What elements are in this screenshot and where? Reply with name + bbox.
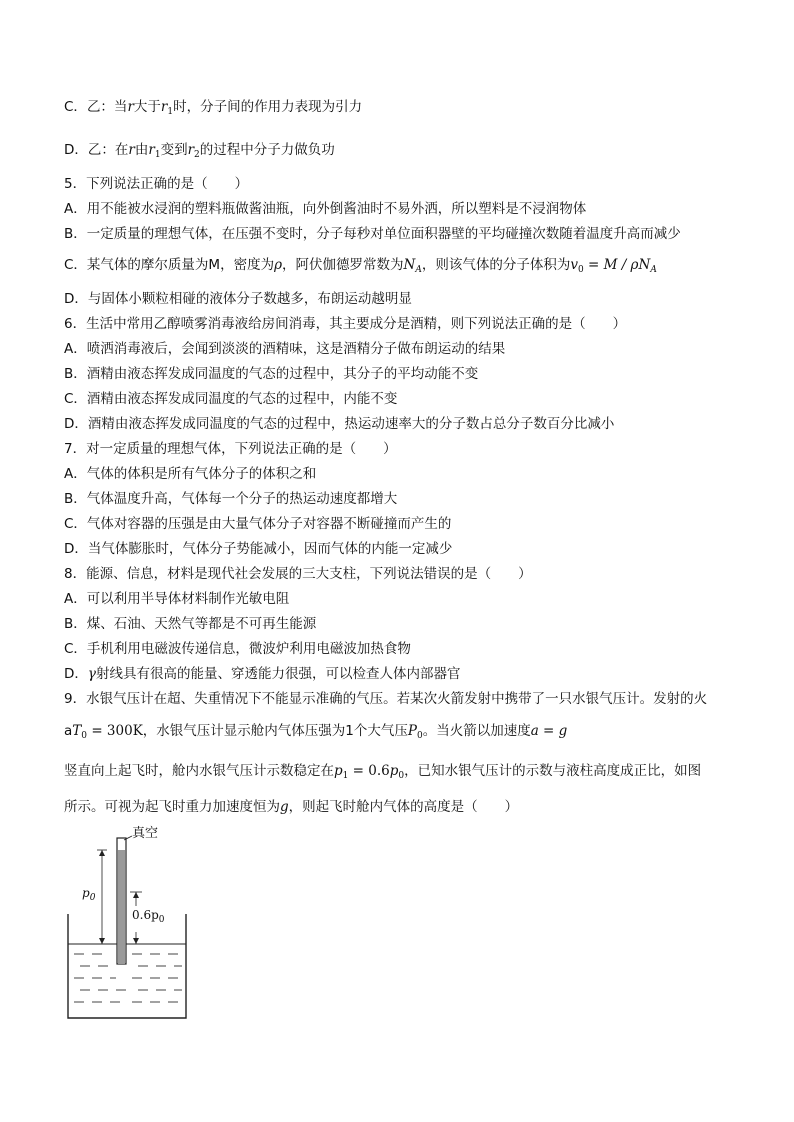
q9-line-1: 9．水银气压计在超、失重情况下不能显示准确的气压。若某次火箭发射中携带了一只水银气压计。发射的火 bbox=[64, 691, 708, 707]
barometer-figure bbox=[66, 828, 196, 1032]
vacuum-label: 真空 bbox=[132, 826, 159, 841]
q8-option-c: C．手机利用电磁波传递信息，微波炉利用电磁波加热食物 bbox=[64, 641, 411, 657]
q6-stem: 6．生活中常用乙醇喷雾消毒液给房间消毒，其主要成分是酒精，则下列说法正确的是（ ） bbox=[64, 316, 627, 332]
q7-option-b: B．气体温度升高，气体每一个分子的热运动速度都增大 bbox=[64, 491, 398, 507]
q8-option-d: D．γ射线具有很高的能量、穿透能力很强，可以检查人体内部器官 bbox=[64, 666, 461, 682]
q9-line-2: $aT_0 = 300K$，水银气压计显示舱内气体压强为1个大气压$P_0$。当火箭以加速度a = g bbox=[64, 723, 568, 741]
q6-option-b: B．酒精由液态挥发成同温度的气态的过程中，其分子的平均动能不变 bbox=[64, 366, 479, 382]
q7-option-d: D．当气体膨胀时，气体分子势能减小，因而气体的内能一定减少 bbox=[64, 541, 453, 557]
q5-option-b: B．一定质量的理想气体，在压强不变时，分子每秒对单位面积器壁的平均碰撞次数随着温度升高而减少 bbox=[64, 226, 681, 242]
barometer-diagram bbox=[66, 828, 196, 1028]
q7-stem: 7．对一定质量的理想气体，下列说法正确的是（ ） bbox=[64, 441, 397, 457]
q9-line-3: 竖直向上起飞时，舱内水银气压计示数稳定在$p_1 = 0.6p_0$，已知水银气压计的示数与液柱高度成正比，如图 bbox=[64, 763, 702, 781]
p06-label: $0.6p_0$ bbox=[132, 908, 165, 925]
q9-line-4: 所示。可视为起飞时重力加速度恒为g，则起飞时舱内气体的高度是（ ） bbox=[64, 799, 519, 815]
q7-option-c: C．气体对容器的压强是由大量气体分子对容器不断碰撞而产生的 bbox=[64, 516, 452, 532]
q5-stem: 5．下列说法正确的是（ ） bbox=[64, 176, 249, 192]
q4-option-c: C．乙：当r大于$r_1$时，分子间的作用力表现为引力 bbox=[64, 99, 363, 117]
q5-option-c: C．某气体的摩尔质量为M，密度为ρ，阿伏伽德罗常数为$N_A$，则该气体的分子体积为$v_0 = M / \rho N_A$ bbox=[64, 257, 657, 275]
q8-option-b: B．煤、石油、天然气等都是不可再生能源 bbox=[64, 616, 317, 632]
q6-option-a: A．喷洒消毒液后，会闻到淡淡的酒精味，这是酒精分子做布朗运动的结果 bbox=[64, 341, 506, 357]
q5-option-d: D．与固体小颗粒相碰的液体分子数越多，布朗运动越明显 bbox=[64, 291, 412, 307]
q7-option-a: A．气体的体积是所有气体分子的体积之和 bbox=[64, 466, 317, 482]
q6-option-d: D．酒精由液态挥发成同温度的气态的过程中，热运动速率大的分子数占总分子数百分比减小 bbox=[64, 416, 615, 432]
q4-option-d: D．乙：在r由$r_1$变到$r_2$的过程中分子力做负功 bbox=[64, 142, 335, 160]
q5-option-a: A．用不能被水浸润的塑料瓶做酱油瓶，向外倒酱油时不易外洒，所以塑料是不浸润物体 bbox=[64, 201, 587, 217]
q6-option-c: C．酒精由液态挥发成同温度的气态的过程中，内能不变 bbox=[64, 391, 398, 407]
p0-label: $p_0$ bbox=[82, 886, 96, 903]
q8-stem: 8．能源、信息，材料是现代社会发展的三大支柱，下列说法错误的是（ ） bbox=[64, 566, 532, 582]
q8-option-a: A．可以利用半导体材料制作光敏电阻 bbox=[64, 591, 290, 607]
